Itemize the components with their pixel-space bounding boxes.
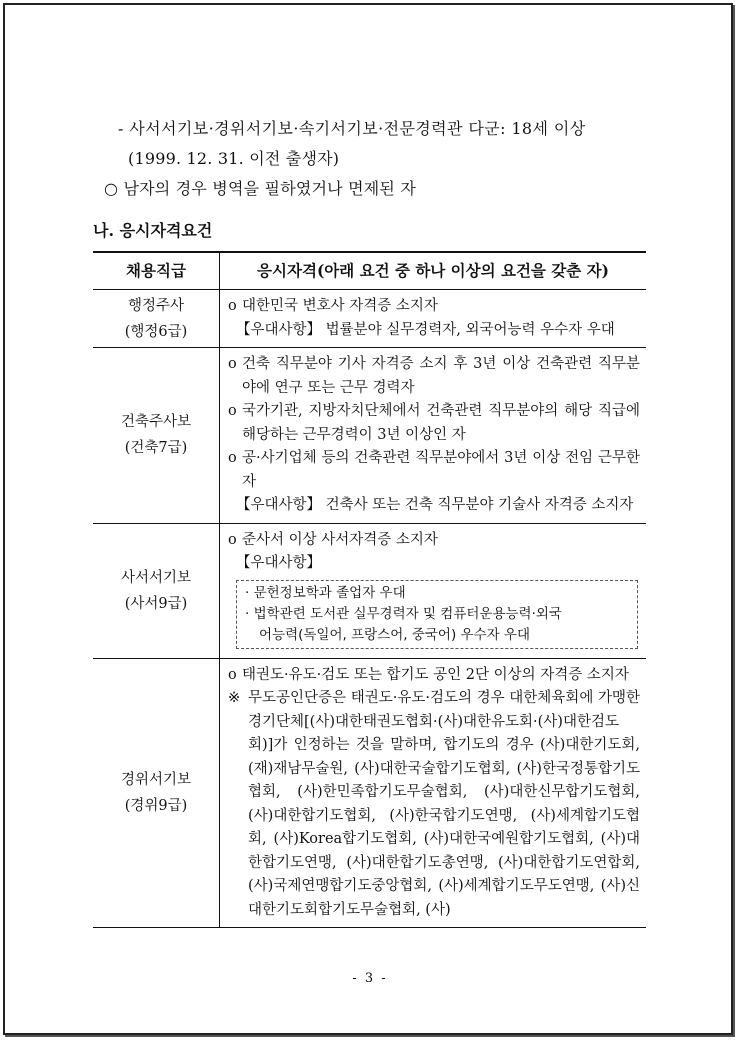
qualification-item: o 태권도·유도·검도 또는 합기도 공인 2단 이상의 자격증 소지자: [228, 664, 640, 688]
military-requirement-line: ○ 남자의 경우 병역을 필하였거나 면제된 자: [104, 179, 417, 198]
preference-box-line: 어능력(독일어, 프랑스어, 중국어) 우수자 우대: [259, 626, 531, 643]
section-title: 나. 응시자격요건: [93, 221, 213, 240]
position-cell: [93, 290, 220, 348]
position-grade: (행정6급): [124, 323, 188, 340]
table-header-row: [93, 252, 646, 290]
header-qualification: 응시자격(아래 요건 중 하나 이상의 요건을 갖춘 자): [220, 252, 647, 290]
preference-heading: 【우대사항】: [236, 555, 322, 571]
position-grade: (건축7급): [124, 440, 188, 457]
qualification-cell: [220, 658, 647, 928]
position-title: 건축주사보: [120, 414, 192, 431]
bullet-marker: o: [228, 531, 237, 548]
qualification-item: o 공·사기업체 등의 건축관련 직무분야에서 3년 이상 전임 근무한 자: [228, 447, 640, 494]
position-grade: (사서9급): [124, 595, 188, 612]
position-cell: [93, 523, 220, 658]
preference-box-line: · 법학관련 도서관 실무경력자 및 컴퓨터운용능력·외국: [245, 605, 562, 622]
position-title: 행정주사: [127, 297, 185, 314]
note-marker: ※: [228, 690, 241, 706]
position-title: 사서서기보: [120, 569, 192, 586]
qualification-item: o 건축 직무분야 기사 자격증 소지 후 3년 이상 건축관련 직무분야에 연구 또는 근무 경력자: [228, 353, 640, 400]
page-number: - 3 -: [352, 971, 388, 986]
qualification-cell: [220, 290, 647, 348]
position-cell: [93, 658, 220, 928]
bullet-marker: o: [228, 356, 237, 372]
bullet-marker: o: [228, 403, 237, 419]
table-row: [93, 348, 646, 524]
bullet-marker: o: [228, 666, 237, 683]
qualification-cell: [220, 348, 647, 524]
bullet-marker: o: [228, 450, 237, 466]
preference-note: 【우대사항】 건축사 또는 건축 직무분야 기술사 자격증 소지자: [236, 497, 634, 513]
position-cell: [93, 348, 220, 524]
table-row: [93, 523, 646, 658]
position-grade: (경위9급): [124, 797, 188, 814]
martial-arts-note: ※ 무도공인단증은 태권도·유도·검도의 경우 대한체육회에 가맹한 경기단체[(사)대한태권도협회·(사)대한유도회·(사)대한검도회)]가 인정하는 것을 말하며, 합기도의 경우 (사)대한기도회, (재)재남무술원, (사)대한국술합기도협회, (사)한국정통합기도협회, (사)한민족합기도무술협회, (사)대한신무합기도협회, (사)대한합기도협회, (사)한국합기도연맹, (사)세계합기도협회, (사)Korea합기도협회, (사)대한국예원합기도협회, (사)대한합기도연맹, (사)대한합기도총연맹, (사)대한합기도연합회, (사)국제연맹합기도중앙협회, (사)세계합기도무도연맹, (사)신대한기도회합기도무술협회, (사): [228, 687, 640, 922]
qualification-item: o 국가기관, 지방자치단체에서 건축관련 직무분야의 해당 직급에 해당하는 근무경력이 3년 이상인 자: [228, 400, 640, 447]
qualification-item: o 대한민국 변호사 자격증 소지자: [228, 295, 640, 319]
qualification-item: o 준사서 이상 사서자격증 소지자: [228, 529, 640, 553]
header-position: 채용직급: [93, 252, 220, 290]
preference-box-line: · 문헌정보학과 졸업자 우대: [245, 584, 406, 601]
preference-box: [236, 580, 638, 649]
age-requirement-line: - 사서서기보·경위서기보·속기서기보·전문경력관 다군: 18세 이상: [118, 119, 586, 138]
table-row: [93, 658, 646, 928]
preference-note: 【우대사항】 법률분야 실무경력자, 외국어능력 우수자 우대: [236, 321, 615, 338]
position-title: 경위서기보: [120, 771, 192, 788]
qualification-table: [93, 251, 646, 928]
bullet-marker: o: [228, 298, 237, 314]
qualification-cell: [220, 523, 647, 658]
age-requirement-date: (1999. 12. 31. 이전 출생자): [128, 149, 340, 168]
table-row: [93, 290, 646, 348]
